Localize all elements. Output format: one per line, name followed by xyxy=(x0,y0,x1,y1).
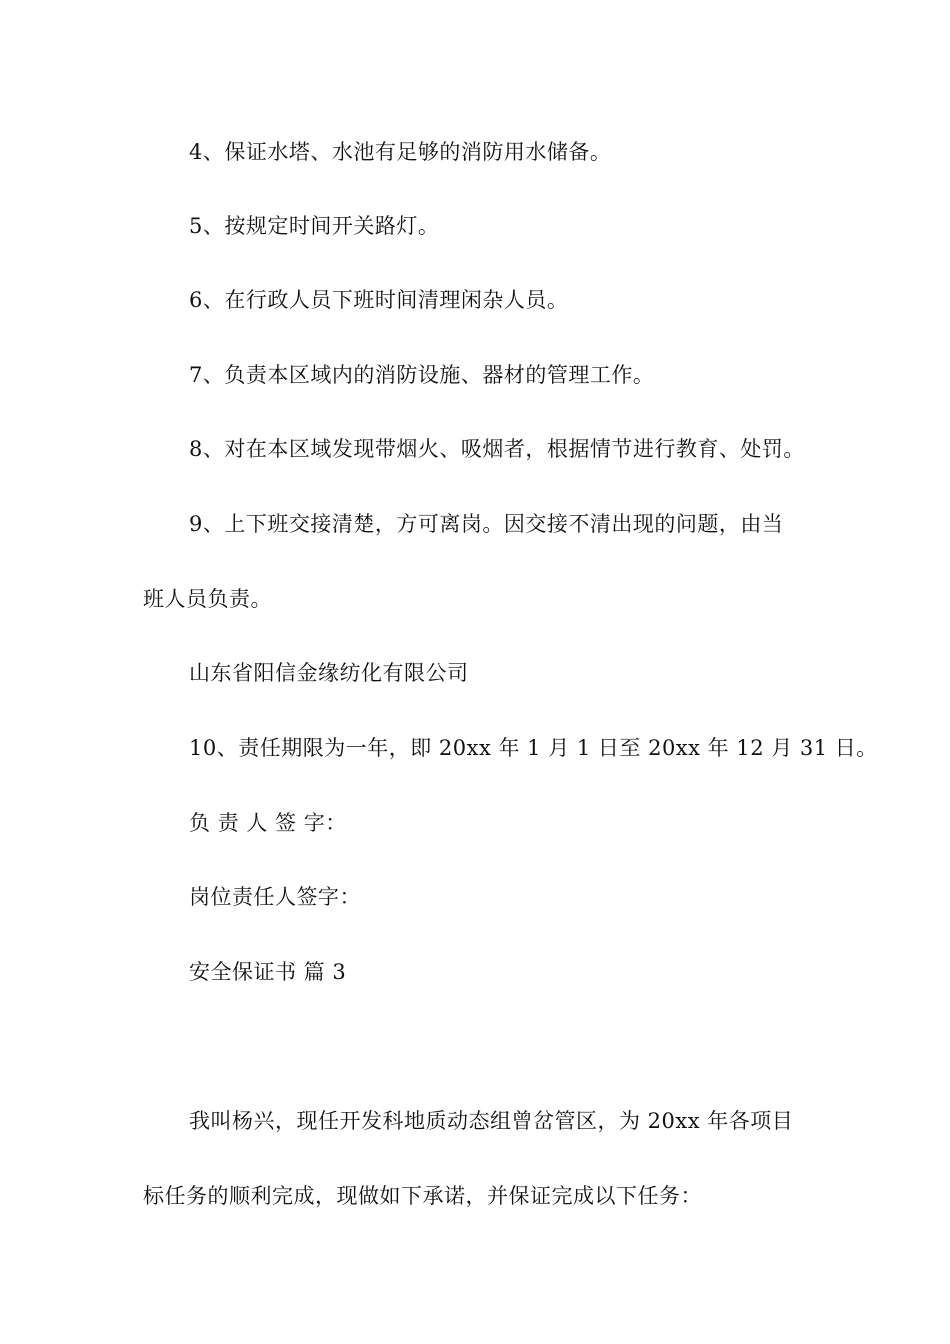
paragraph-intro: 我叫杨兴，现任开发科地质动态组曾岔管区，为 20xx 年各项目 xyxy=(189,1109,794,1133)
paragraph-item-5: 5、按规定时间开关路灯。 xyxy=(189,214,440,238)
paragraph-item-6: 6、在行政人员下班时间清理闲杂人员。 xyxy=(189,288,569,312)
paragraph-item-4: 4、保证水塔、水池有足够的消防用水储备。 xyxy=(189,140,612,164)
post-responsible-signature-label: 岗位责任人签字： xyxy=(189,885,361,909)
paragraph-item-9-continued: 班人员负责。 xyxy=(143,587,272,611)
paragraph-item-10: 10、责任期限为一年，即 20xx 年 1 月 1 日至 20xx 年 12 月 31 日。 xyxy=(189,736,878,760)
paragraph-item-7: 7、负责本区域内的消防设施、器材的管理工作。 xyxy=(189,363,655,387)
company-name: 山东省阳信金缘纺化有限公司 xyxy=(189,661,469,685)
paragraph-item-8: 8、对在本区域发现带烟火、吸烟者，根据情节进行教育、处罚。 xyxy=(189,437,805,461)
responsible-person-signature-label: 负 责 人 签 字： xyxy=(189,811,347,835)
paragraph-item-9: 9、上下班交接清楚，方可离岗。因交接不清出现的问题，由当 xyxy=(189,512,784,536)
section-title: 安全保证书 篇 3 xyxy=(189,960,347,984)
paragraph-intro-continued: 标任务的顺利完成，现做如下承诺，并保证完成以下任务： xyxy=(143,1184,702,1208)
